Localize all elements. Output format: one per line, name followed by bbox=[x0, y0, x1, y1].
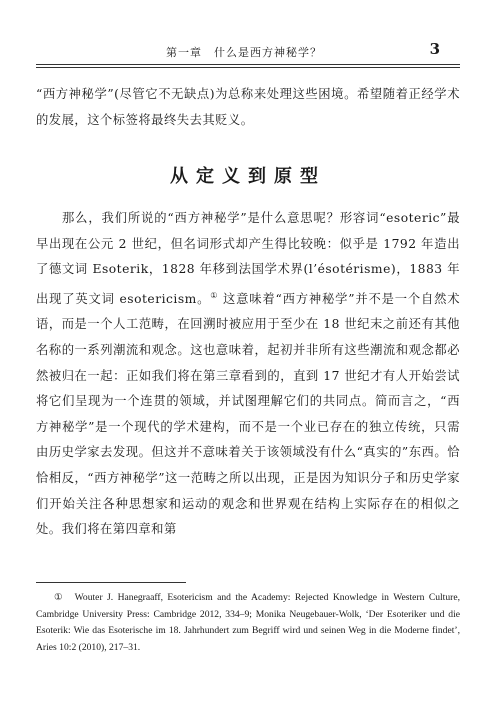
chapter-title: 第一章 什么是西方神秘学？ bbox=[166, 46, 322, 59]
footnote-marker: ① bbox=[54, 592, 65, 603]
body-text-part-2: 这意味着“西方神秘学”并不是一个自然术语，而是一个人工范畴，在回溯时被应用于至少在 18 世纪末之前还有其他名称的一系列潮流和观念。这也意味着，起初并非所有这些潮流和观念都必然被归在一起：正如我们将在第三章看到的，直到 17 世纪才有人开始尝试将它们呈现为一个连贯的领域，并试图理解它们的共同点。简而言之，“西方神秘学”是一个现代的学术建构，而不是一个业已存在的独立传统，只需由历史学家去发现。但这并不意味着关于该领域没有什么“真实的”东西。恰恰相反，“西方神秘学”这一范畴之所以出现，正是因为知识分子和历史学家们开始关注各种思想家和运动的观念和世界观在结构上实际存在的相似之处。我们将在第四章和第 bbox=[36, 291, 460, 537]
footnote-rule bbox=[36, 582, 186, 583]
page-number: 3 bbox=[429, 40, 440, 58]
body-text-part-1: 那么，我们所说的“西方神秘学”是什么意思呢？形容词“esoteric”最早出现在公元 2 世纪，但名词形式却产生得比较晚：似乎是 1792 年造出了德文词 Esoterik，1828 年移到法国学术界(l’ésotérisme)，1883 年出现了英文词 esotericism。 bbox=[36, 211, 460, 306]
running-header bbox=[36, 38, 460, 60]
section-title: 从定义到原型 bbox=[170, 166, 326, 187]
header-rule bbox=[36, 64, 460, 65]
intro-paragraph: “西方神秘学”(尽管它不无缺点)为总称来处理这些困境。希望随着正经学术的发展，这个标签将最终失去其贬义。 bbox=[36, 87, 460, 127]
header-rule-secondary bbox=[36, 67, 460, 68]
footnote-text: Wouter J. Hanegraaff, Esotericism and the Academy: Rejected Knowledge in Western Culture, Cambridge University Press: Cambridge 2012, 334–9; Monika Neugebauer-Wolk, ‘Der Esoteriker und die Esoterik: Wie das Esoterische im 18. Jahrhundert zum Begriff wird und seinen Weg in die Moderne findet’, Aries 10:2 (2010), 217–31. bbox=[36, 592, 460, 653]
footnote bbox=[36, 590, 460, 656]
footnote-reference[interactable]: ① bbox=[210, 290, 219, 300]
body-paragraph bbox=[36, 206, 460, 543]
